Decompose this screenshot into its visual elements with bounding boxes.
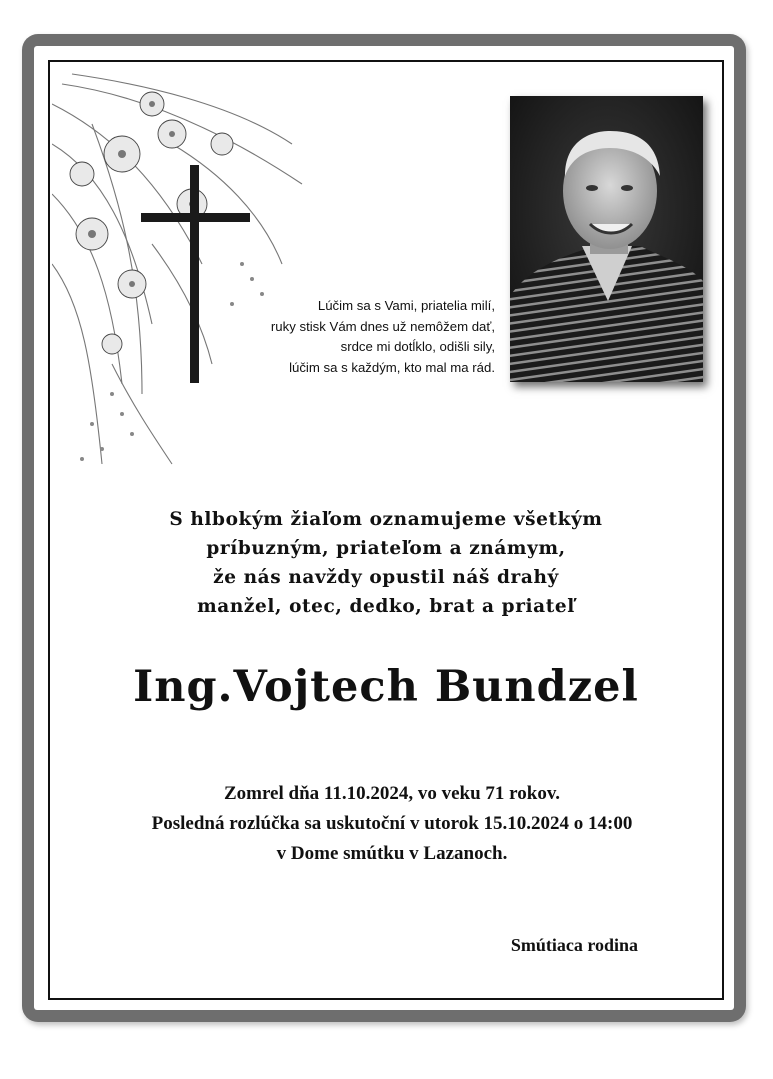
poem-line: ruky stisk Vám dnes už nemôžem dať, bbox=[270, 318, 495, 334]
announcement-line: že nás navždy opustil náš drahý bbox=[213, 567, 559, 588]
flower-bouquet-icon bbox=[52, 64, 312, 474]
announcement-text bbox=[80, 505, 692, 621]
poem-line: Lúčim sa s Vami, priatelia milí, bbox=[317, 298, 495, 313]
details-line: Zomrel dňa 11.10.2024, vo veku 71 rokov. bbox=[223, 783, 561, 804]
farewell-poem bbox=[212, 296, 495, 378]
funeral-details bbox=[80, 779, 704, 869]
cross-icon-bar bbox=[141, 213, 250, 222]
deceased-name: Ing.Vojtech Bundzel bbox=[133, 662, 639, 712]
details-line: v Dome smútku v Lazanoch. bbox=[276, 843, 508, 864]
announcement-line: manžel, otec, dedko, brat a priateľ bbox=[197, 596, 575, 617]
cross-icon bbox=[190, 165, 199, 383]
family-signature: Smútiaca rodina bbox=[510, 935, 638, 955]
announcement-line: S hlbokým žiaľom oznamujeme všetkým bbox=[169, 509, 603, 530]
portrait-photo bbox=[510, 96, 703, 382]
poem-line: srdce mi dotĺklo, odišli sily, bbox=[340, 339, 495, 354]
announcement-line: príbuzným, priateľom a známym, bbox=[206, 538, 566, 559]
details-line: Posledná rozlúčka sa uskutoční v utorok 15.10.2024 o 14:00 bbox=[151, 813, 633, 834]
poem-line: lúčim sa s každým, kto mal ma rád. bbox=[289, 359, 495, 375]
